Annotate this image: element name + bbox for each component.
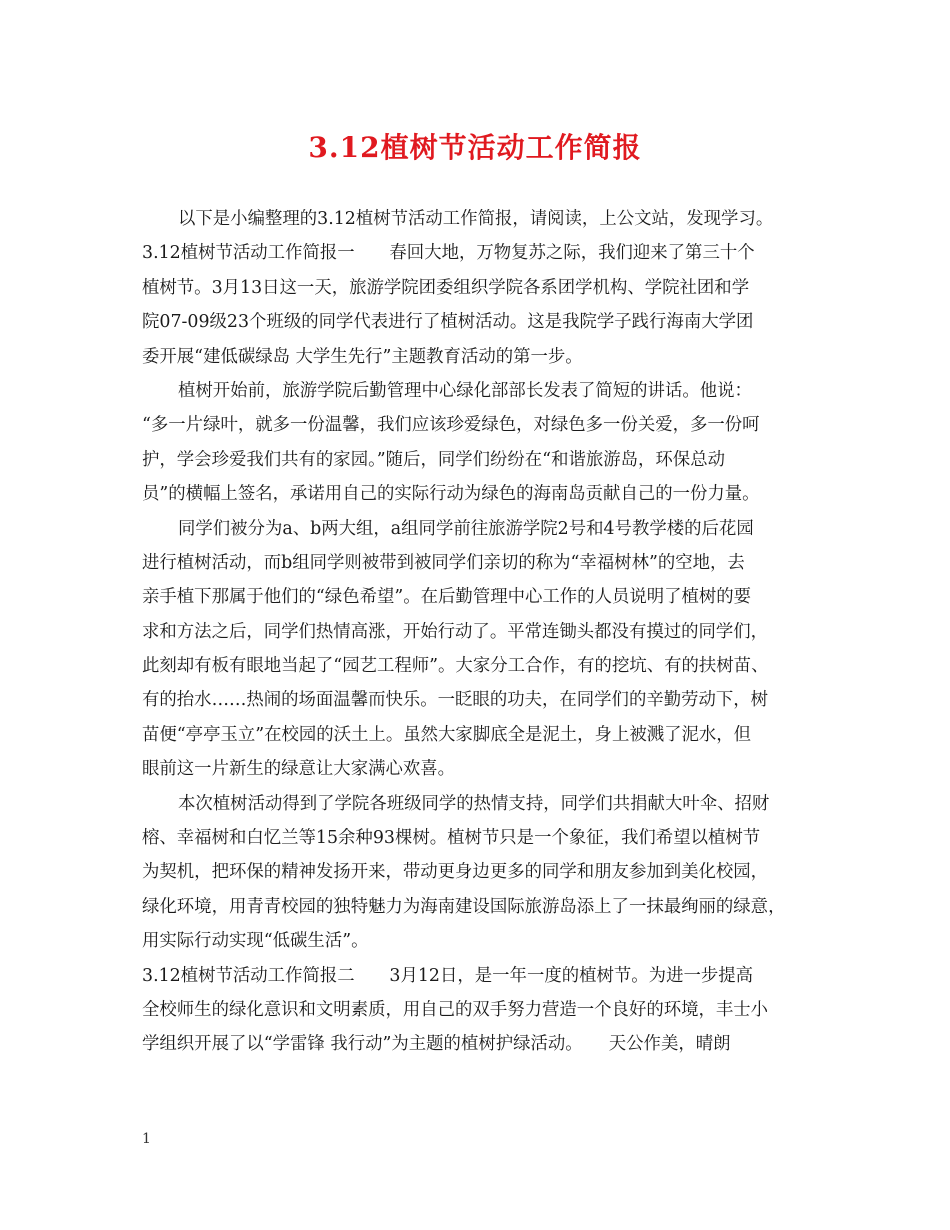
text-line: 员”的横幅上签名，承诺用自己的实际行动为绿色的海南岛贡献自己的一份力量。 [142,484,760,505]
text-line: 有的抬水……热闹的场面温馨而快乐。一眨眼的功夫，在同学们的辛勤劳动下，树 [142,690,769,711]
text-line: 委开展“建低碳绿岛 大学生先行”主题教育活动的第一步。 [142,346,583,367]
text-line: 护，学会珍爱我们共有的家园。”随后，同学们纷纷在“和谐旅游岛，环保总动 [142,449,725,470]
text-line: 3.12植树节活动工作简报一 春回大地，万物复苏之际，我们迎来了第三十个 [142,243,755,264]
text-line: 眼前这一片新生的绿意让大家满心欢喜。 [142,759,456,780]
text-line: 用实际行动实现“低碳生活”。 [142,931,369,952]
text-line: 苗便“亭亭玉立”在校园的沃土上。虽然大家脚底全是泥土，身上被溅了泥水，但 [142,724,752,745]
text-line: 为契机，把环保的精神发扬开来，带动更身边更多的同学和朋友参加到美化校园， [142,862,769,883]
document-title: 3.12植树节活动工作简报 [308,131,642,164]
text-line: 3.12植树节活动工作简报二 3月12日，是一年一度的植树节。为进一步提高 [142,965,754,986]
document-body [142,202,824,1062]
text-line: 全校师生的绿化意识和文明素质，用自己的双手努力营造一个良好的环境，丰士小 [142,999,769,1020]
text-line: 本次植树活动得到了学院各班级同学的热情支持，同学们共捐献大叶伞、招财 [178,793,770,814]
text-line: “多一片绿叶，就多一份温馨，我们应该珍爱绿色，对绿色多一份关爱，多一份呵 [142,415,760,436]
text-line: 此刻却有板有眼地当起了“园艺工程师”。大家分工合作，有的挖坑、有的扶树苗、 [142,656,769,677]
page-number: 1 [142,1131,151,1147]
text-line: 求和方法之后，同学们热情高涨，开始行动了。平常连锄头都没有摸过的同学们， [142,621,769,642]
text-line: 植树开始前，旅游学院后勤管理中心绿化部部长发表了简短的讲话。他说： [178,380,752,401]
text-line: 植树节。3月13日这一天，旅游学院团委组织学院各系团学机构、学院社团和学 [142,277,750,298]
text-line: 亲手植下那属于他们的“绿色希望”。在后勤管理中心工作的人员说明了植树的要 [142,587,752,608]
text-line: 同学们被分为a、b两大组，a组同学前往旅游学院2号和4号教学楼的后花园 [178,518,754,539]
text-line: 以下是小编整理的3.12植树节活动工作简报，请阅读，上公文站，发现学习。 [178,209,774,229]
text-line: 学组织开展了以“学雷锋 我行动”为主题的植树护绿活动。 天公作美，晴朗 [142,1034,731,1055]
text-line: 院07-09级23个班级的同学代表进行了植树活动。这是我院学子践行海南大学团 [142,312,754,333]
text-line: 榕、幸福树和白忆兰等15余种93棵树。植树节只是一个象征，我们希望以植树节 [142,828,761,849]
text-line: 绿化环境，用青青校园的独特魅力为海南建设国际旅游岛添上了一抹最绚丽的绿意， [142,896,786,917]
text-line: 进行植树活动，而b组同学则被带到被同学们亲切的称为“幸福树林”的空地，去 [142,552,745,573]
